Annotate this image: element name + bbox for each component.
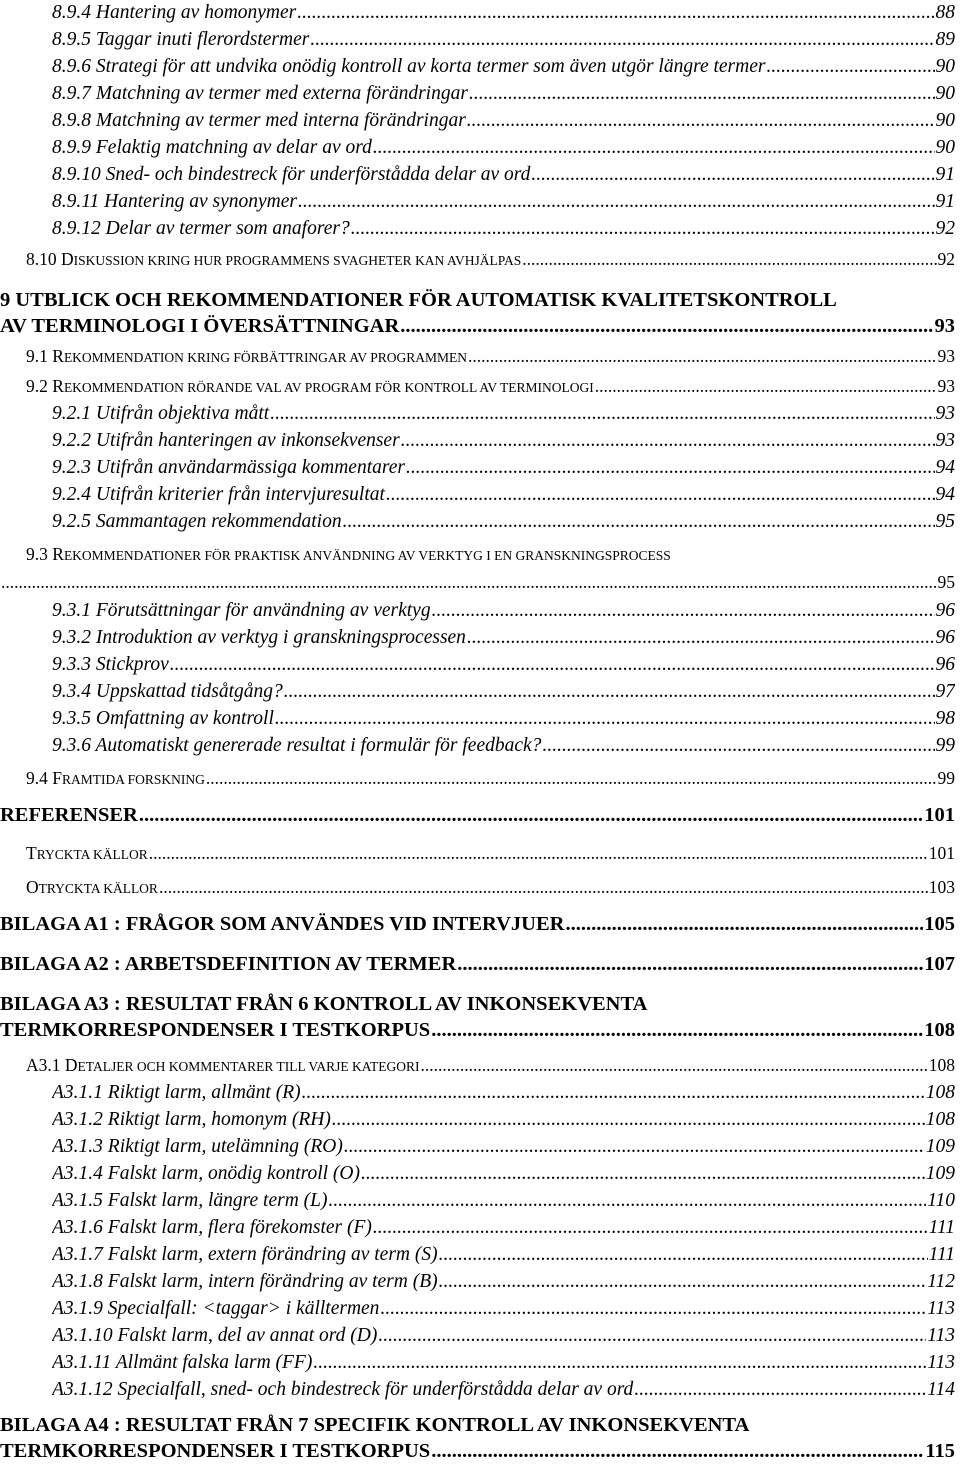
- title-initial: D: [64, 1055, 78, 1075]
- page-number: 112: [927, 1271, 955, 1292]
- dot-leader: [522, 246, 936, 272]
- toc-entry-title: [26, 373, 594, 401]
- toc-entry[interactable]: [52, 652, 955, 678]
- toc-entry-title: A3.1.3 Riktigt larm, utelämning (RO): [52, 1136, 343, 1157]
- toc-entry-title: 9.3.4 Uppskattad tidsåtgång?: [52, 681, 283, 702]
- toc-entry[interactable]: [0, 1017, 955, 1043]
- toc-entry[interactable]: [52, 1350, 955, 1376]
- page-number: 113: [927, 1352, 955, 1373]
- title-initial: R: [52, 376, 64, 396]
- page-number: 93: [937, 376, 955, 396]
- title-rest: EKOMMENDATION RÖRANDE VAL AV PROGRAM FÖR KONTROLL AV TERMINOLOGI: [63, 380, 594, 395]
- toc-entry[interactable]: [52, 54, 955, 80]
- toc-entry[interactable]: [26, 1052, 955, 1080]
- toc-entry-title: A3.1.2 Riktigt larm, homonym (RH): [52, 1109, 331, 1130]
- title-rest: EKOMMENDATION KRING FÖRBÄTTRINGAR AV PROGRAMMEN: [63, 350, 467, 365]
- dot-leader: [170, 652, 935, 678]
- toc-entry-title: 8.9.10 Sned- och bindestreck för underförstådda delar av ord: [52, 164, 531, 185]
- toc-entry[interactable]: [52, 1161, 955, 1187]
- dot-leader: [343, 509, 935, 535]
- dot-leader: [313, 1350, 926, 1376]
- page-number: 108: [925, 1109, 955, 1130]
- dot-leader: [351, 216, 935, 242]
- dot-leader: [380, 1296, 926, 1322]
- toc-entry-title: A3.1.1 Riktigt larm, allmänt (R): [52, 1082, 301, 1103]
- toc-entry-title: 9.2.4 Utifrån kriterier från intervjuresultat: [52, 484, 385, 505]
- toc-entry-title: [26, 765, 205, 793]
- page-number: 92: [937, 249, 955, 269]
- page-number: 113: [927, 1298, 955, 1319]
- toc-entry[interactable]: [26, 246, 955, 274]
- dot-leader: [159, 874, 928, 900]
- toc-entry[interactable]: [52, 679, 955, 705]
- toc-entry[interactable]: [52, 1215, 955, 1241]
- toc-entry[interactable]: [52, 1188, 955, 1214]
- toc-entry-title: 8.9.11 Hantering av synonymer: [52, 191, 297, 212]
- toc-entry-title: 9.2.2 Utifrån hanteringen av inkonsekvenser: [52, 430, 400, 451]
- toc-entry-title-line: 9 UTBLICK OCH REKOMMENDATIONER FÖR AUTOMATISK KVALITETSKONTROLL: [0, 289, 837, 311]
- toc-entry-title: 9.2.3 Utifrån användarmässiga kommentarer: [52, 457, 405, 478]
- title-rest: ETALJER OCH KOMMENTARER TILL VARJE KATEGORI: [77, 1059, 420, 1074]
- page-number: 93: [935, 403, 955, 424]
- dot-leader: [432, 598, 935, 624]
- page-number: 88: [935, 2, 955, 23]
- page-number: 90: [935, 83, 955, 104]
- toc-entry[interactable]: [26, 874, 955, 902]
- section-number: 9.3: [26, 544, 48, 564]
- toc-entry-title: BILAGA A1 : FRÅGOR SOM ANVÄNDES VID INTERVJUER: [0, 913, 565, 935]
- page-number: 93: [934, 315, 955, 337]
- toc-entry-title: 8.9.6 Strategi för att undvika onödig kontroll av korta termer som även utgör längre termer: [52, 56, 766, 77]
- dot-leader: [634, 1377, 926, 1403]
- page-number: 94: [935, 457, 955, 478]
- toc-entry-title: A3.1.11 Allmänt falska larm (FF): [52, 1352, 313, 1373]
- toc-entry[interactable]: [52, 1323, 955, 1349]
- dot-leader: [329, 1188, 927, 1214]
- title-rest: RYCKTA KÄLLOR: [36, 847, 148, 862]
- dot-leader: [565, 911, 923, 937]
- title-rest: TRYCKTA KÄLLOR: [38, 881, 158, 896]
- dot-leader: [542, 733, 934, 759]
- page-number: 103: [928, 877, 955, 897]
- toc-entry[interactable]: [52, 27, 955, 53]
- section-number: A3.1: [26, 1055, 61, 1075]
- title-rest: RAMTIDA FORSKNING: [61, 772, 205, 787]
- dot-leader: [302, 1080, 925, 1106]
- title-initial: R: [52, 346, 64, 366]
- toc-entry[interactable]: [0, 911, 955, 937]
- toc-entry-title: A3.1.10 Falskt larm, del av annat ord (D): [52, 1325, 378, 1346]
- dot-leader: [310, 27, 934, 53]
- toc-entry-title: 8.9.8 Matchning av termer med interna förändringar: [52, 110, 466, 131]
- dot-leader: [284, 679, 935, 705]
- toc-entry[interactable]: [52, 1269, 955, 1295]
- section-number: 9.1: [26, 346, 48, 366]
- toc-entry-title: REFERENSER: [0, 804, 138, 826]
- toc-entry-title: AV TERMINOLOGI I ÖVERSÄTTNINGAR: [0, 315, 400, 337]
- toc-entry-title: 8.9.9 Felaktig matchning av delar av ord: [52, 137, 372, 158]
- toc-entry[interactable]: [26, 373, 955, 401]
- dot-leader: [373, 135, 935, 161]
- toc-entry[interactable]: [0, 802, 955, 828]
- toc-entry-title: 9.3.2 Introduktion av verktyg i granskningsprocessen: [52, 627, 466, 648]
- page-number: 101: [924, 804, 955, 826]
- title-rest: ISKUSSION KRING HUR PROGRAMMENS SVAGHETER KAN AVHJÄLPAS: [73, 253, 522, 268]
- dot-leader: [298, 189, 935, 215]
- page-number: 99: [935, 735, 955, 756]
- dot-leader: [406, 455, 935, 481]
- page-number: 95: [935, 511, 955, 532]
- toc-entry-title-line: BILAGA A3 : RESULTAT FRÅN 6 KONTROLL AV INKONSEKVENTA: [0, 993, 648, 1015]
- dot-leader: [378, 1323, 926, 1349]
- dot-leader: [401, 428, 935, 454]
- toc-entry[interactable]: [52, 1134, 955, 1160]
- toc-entry[interactable]: [52, 509, 955, 535]
- toc-entry[interactable]: [52, 216, 955, 242]
- toc-entry-title: 9.3.5 Omfattning av kontroll: [52, 708, 274, 729]
- section-number: 8.10: [26, 249, 57, 269]
- toc-entry-title: TERMKORRESPONDENSER I TESTKORPUS: [0, 1019, 431, 1041]
- toc-entry-title-line: BILAGA A4 : RESULTAT FRÅN 7 SPECIFIK KONTROLL AV INKONSEKVENTA: [0, 1414, 750, 1436]
- dot-leader: [421, 1052, 928, 1078]
- dot-leader: [457, 951, 923, 977]
- page-number: 99: [937, 768, 955, 788]
- page-number: 96: [935, 600, 955, 621]
- page-number: 115: [925, 1440, 955, 1462]
- section-number: 9.4: [26, 768, 48, 788]
- page-number: 111: [928, 1244, 955, 1265]
- dot-leader: [439, 1242, 928, 1268]
- page-number: 101: [928, 843, 955, 863]
- toc-entry[interactable]: [52, 189, 955, 215]
- toc-entry-title: 9.3.6 Automatiskt genererade resultat i formulär för feedback?: [52, 735, 542, 756]
- dot-leader: [373, 1215, 928, 1241]
- toc-entry-title: 8.9.4 Hantering av homonymer: [52, 2, 297, 23]
- dot-leader: [468, 343, 937, 369]
- page-number: 89: [935, 29, 955, 50]
- toc-entry[interactable]: [52, 1242, 955, 1268]
- toc-entry-title: A3.1.12 Specialfall, sned- och bindestreck för underförstådda delar av ord: [52, 1379, 634, 1400]
- toc-entry-title: 8.9.12 Delar av termer som anaforer?: [52, 218, 350, 239]
- toc-entry[interactable]: [52, 482, 955, 508]
- toc-entry-title: [26, 840, 148, 868]
- dot-leader: [344, 1134, 925, 1160]
- toc-entry-title: A3.1.8 Falskt larm, intern förändring av term (B): [52, 1271, 438, 1292]
- page-number: 96: [935, 654, 955, 675]
- title-initial: D: [61, 249, 74, 269]
- toc-entry-title-line: [26, 541, 671, 569]
- toc-entry-title: 8.9.7 Matchning av termer med externa förändringar: [52, 83, 468, 104]
- toc-entry-title: 9.2.1 Utifrån objektiva mått: [52, 403, 270, 424]
- toc-entry-title: TERMKORRESPONDENSER I TESTKORPUS: [0, 1440, 431, 1462]
- toc-entry[interactable]: [0, 951, 955, 977]
- page-number: 114: [927, 1379, 955, 1400]
- page-number: 92: [935, 218, 955, 239]
- toc-entry-title: 9.3.1 Förutsättningar för användning av verktyg: [52, 600, 431, 621]
- dot-leader: [439, 1269, 927, 1295]
- title-rest: EKOMMENDATIONER FÖR PRAKTISK ANVÄNDNING AV VERKTYG I EN GRANSKNINGSPROCESS: [63, 548, 671, 563]
- toc-entry-title: [26, 874, 158, 902]
- dot-leader: [297, 0, 934, 26]
- toc-entry-title: [26, 343, 467, 371]
- toc-entry[interactable]: [52, 401, 955, 427]
- toc-entry[interactable]: [52, 1080, 955, 1106]
- toc-entry-title: A3.1.5 Falskt larm, längre term (L): [52, 1190, 328, 1211]
- dot-leader: [206, 765, 937, 791]
- toc-entry-title: [26, 1052, 420, 1080]
- page-number: 108: [924, 1019, 955, 1041]
- dot-leader: [1, 569, 937, 595]
- page-number: 93: [937, 346, 955, 366]
- page-number: 93: [935, 430, 955, 451]
- page-number: 108: [925, 1082, 955, 1103]
- toc-entry[interactable]: [26, 343, 955, 371]
- dot-leader: [270, 401, 934, 427]
- toc-entry-title: BILAGA A2 : ARBETSDEFINITION AV TERMER: [0, 953, 457, 975]
- page-number: 90: [935, 137, 955, 158]
- toc-entry-title: A3.1.9 Specialfall: <taggar> i källtermen: [52, 1298, 380, 1319]
- page-number: 91: [935, 191, 955, 212]
- page-number: 105: [924, 913, 955, 935]
- toc-entry[interactable]: [26, 765, 955, 793]
- page-number: 109: [925, 1163, 955, 1184]
- page-number: 109: [925, 1136, 955, 1157]
- dot-leader: [431, 1017, 923, 1043]
- toc-entry[interactable]: [52, 428, 955, 454]
- page-number: 111: [928, 1217, 955, 1238]
- toc-entry[interactable]: [52, 1107, 955, 1133]
- page-number: 107: [924, 953, 955, 975]
- toc-entry[interactable]: [52, 1377, 955, 1403]
- toc-entry-title: 9.2.5 Sammantagen rekommendation: [52, 511, 342, 532]
- dot-leader: [332, 1107, 925, 1133]
- toc-entry[interactable]: [52, 0, 955, 26]
- title-initial: O: [26, 877, 39, 897]
- dot-leader: [400, 313, 933, 339]
- toc-entry[interactable]: [0, 569, 955, 595]
- page-number: 90: [935, 56, 955, 77]
- page-number: 96: [935, 627, 955, 648]
- dot-leader: [139, 802, 923, 828]
- title-initial: F: [52, 768, 62, 788]
- dot-leader: [469, 81, 935, 107]
- page-number: 98: [935, 708, 955, 729]
- section-number: 9.2: [26, 376, 48, 396]
- toc-entry[interactable]: [52, 625, 955, 651]
- toc-entry[interactable]: [52, 733, 955, 759]
- toc-entry[interactable]: [0, 313, 955, 339]
- dot-leader: [431, 1438, 924, 1464]
- page-number: 90: [935, 110, 955, 131]
- toc-entry[interactable]: [26, 840, 955, 868]
- page-number: 110: [927, 1190, 955, 1211]
- page-number: 97: [935, 681, 955, 702]
- page-number: 113: [927, 1325, 955, 1346]
- toc-entry[interactable]: [52, 1296, 955, 1322]
- toc-entry[interactable]: [52, 455, 955, 481]
- title-initial: T: [26, 843, 37, 863]
- toc-entry[interactable]: [52, 706, 955, 732]
- title-initial: R: [52, 544, 64, 564]
- dot-leader: [467, 108, 935, 134]
- toc-entry-title: A3.1.7 Falskt larm, extern förändring av term (S): [52, 1244, 438, 1265]
- dot-leader: [766, 54, 934, 80]
- dot-leader: [467, 625, 935, 651]
- page-number: 108: [928, 1055, 955, 1075]
- toc-entry[interactable]: [52, 135, 955, 161]
- dot-leader: [595, 373, 937, 399]
- toc-entry[interactable]: [52, 162, 955, 188]
- page-number: 91: [935, 164, 955, 185]
- dot-leader: [386, 482, 935, 508]
- toc-entry-title: A3.1.6 Falskt larm, flera förekomster (F): [52, 1217, 372, 1238]
- toc-entry[interactable]: [52, 598, 955, 624]
- dot-leader: [361, 1161, 925, 1187]
- toc-entry-title: 8.9.5 Taggar inuti flerordstermer: [52, 29, 310, 50]
- page-number: 94: [935, 484, 955, 505]
- toc-entry[interactable]: [52, 108, 955, 134]
- toc-entry[interactable]: [0, 1438, 955, 1464]
- toc-entry[interactable]: [52, 81, 955, 107]
- dot-leader: [531, 162, 934, 188]
- toc-entry-title: A3.1.4 Falskt larm, onödig kontroll (O): [52, 1163, 361, 1184]
- dot-leader: [275, 706, 935, 732]
- page-number: 95: [937, 572, 955, 592]
- dot-leader: [149, 840, 928, 866]
- toc-entry-title: [26, 246, 521, 274]
- toc-entry-title: 9.3.3 Stickprov: [52, 654, 169, 675]
